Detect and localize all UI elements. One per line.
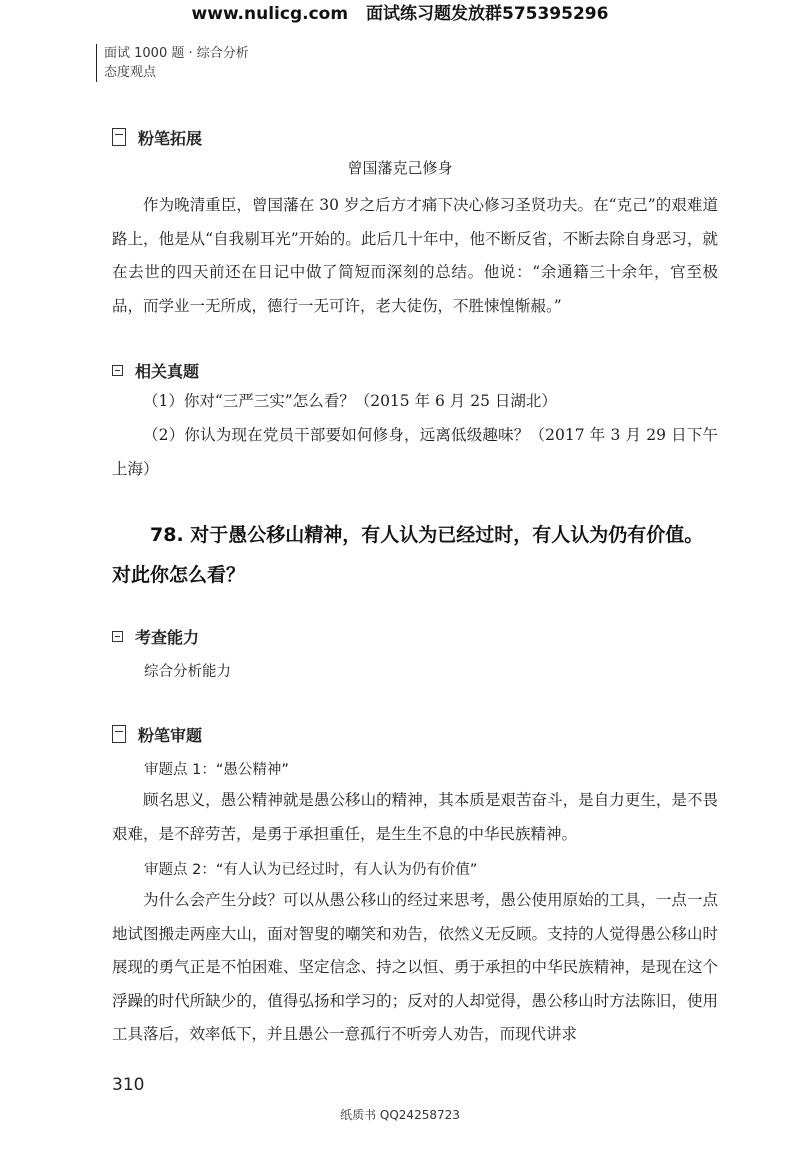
review-heading [112,722,202,746]
book-title: 面试 1000 题 · 综合分析 [104,46,249,61]
magnifier-icon [112,725,126,743]
review-point-1-text: 顾名思义，愚公精神就是愚公移山的精神，其本质是艰苦奋斗，是自力更生，是不畏艰难，是不辞劳苦，是勇于承担重任，是生生不息的中华民族精神。 [112,791,718,843]
bookmark-icon [112,128,126,146]
related-heading [112,358,199,382]
watermark-banner [0,0,800,28]
question-title: 78. 对于愚公移山精神，有人认为已经过时，有人认为仍有价值。对此你怎么看？ [112,524,704,586]
square-icon [112,631,123,642]
watermark-group: 面试练习题发放群575395296 [365,4,609,24]
ability-heading [112,624,199,648]
list-icon [112,365,123,376]
review-point-2-text: 为什么会产生分歧？可以从愚公移山的经过来思考，愚公使用原始的工具，一点一点地试图搬走两座大山，面对智叟的嘲笑和劝告，依然义无反顾。支持的人觉得愚公移山时展现的勇气正是不怕困难、坚定信念、持之以恒、勇于承担的中华民族精神，是现在这个浮躁的时代所缺少的，值得弘扬和学习的；反对的人却觉得，愚公移山时方法陈旧，使用工具落后，效率低下，并且愚公一意孤行不听旁人劝告，而现代讲求 [112,891,718,1043]
extension-heading-text: 粉笔拓展 [138,128,203,148]
review-point-2-label: 审题点 2：“有人认为已经过时，有人认为仍有价值” [144,862,478,878]
related-item-1: （1）你对“三严三实”怎么看？（2015 年 6 月 25 日湖北） [143,392,557,410]
footer-note: 纸质书 QQ24258723 [340,1108,460,1122]
extension-heading [112,125,202,149]
ability-heading-text: 考查能力 [135,627,200,647]
story-title: 曾国藩克己修身 [347,159,453,177]
page-number: 310 [112,1075,145,1095]
related-heading-text: 相关真题 [135,361,200,381]
ability-value: 综合分析能力 [144,664,231,680]
watermark-url: www.nulicg.com [191,4,349,24]
review-point-1-label: 审题点 1：“愚公精神” [144,762,289,778]
story-paragraph: 作为晚清重臣，曾国藩在 30 岁之后方才痛下决心修习圣贤功夫。在“克己”的艰难道路上，他是从“自我剔耳光”开始的。此后几十年中，他不断反省，不断去除自身恶习，就在去世的四天前还在日记中做了简短而深刻的总结。他说：“余通籍三十余年，官至极品，而学业一无所成，德行一无可许，老大徒伤，不胜悚惶惭赧。” [112,196,718,315]
chapter-title: 态度观点 [104,65,157,80]
related-item-2: （2）你认为现在党员干部要如何修身，远离低级趣味？（2017 年 3 月 29 日下午上海） [112,426,718,478]
review-heading-text: 粉笔审题 [138,725,203,745]
running-head [96,44,249,82]
